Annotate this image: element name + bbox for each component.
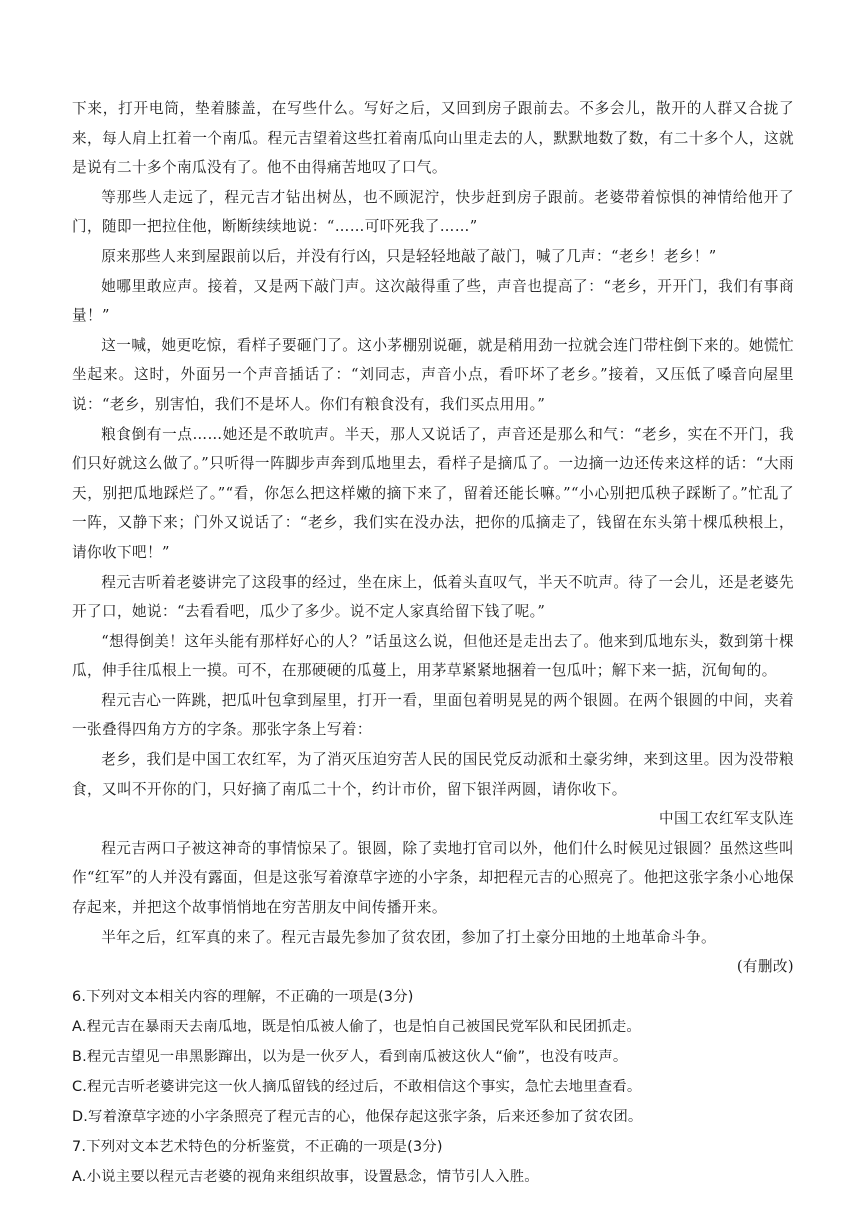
question-7-option-a: A.小说主要以程元吉老婆的视角来组织故事，设置悬念，情节引人入胜。 (72, 1168, 539, 1185)
story-paragraph: 她哪里敢应声。接着，又是两下敲门声。这次敲得重了些，声音也提高了：“老乡，开开门，我们有事商量！” (72, 277, 794, 325)
question-6-stem: 6.下列对文本相关内容的理解，不正确的一项是(3分) (72, 988, 414, 1005)
story-paragraph: 粮食倒有一点……她还是不敢吭声。半天，那人又说话了，声音还是那么和气：“老乡，实在不开门，我们只好就这么做了。”只听得一阵脚步声奔到瓜地里去，看样子是摘瓜了。一边摘一边还传来这样的话：“大雨天，别把瓜地踩烂了。”“看，你怎么把这样嫩的摘下来了，留着还能长嘛。”“小心别把瓜秧子踩断了。”忙乱了一阵，又静下来；门外又说话了：“老乡，我们实在没办法，把你的瓜摘走了，钱留在东头第十棵瓜秧根上，请你收下吧！” (72, 425, 794, 561)
story-paragraph: 等那些人走远了，程元吉才钻出树丛，也不顾泥泞，快步赶到房子跟前。老婆带着惊惧的神情给他开了门，随即一把拉住他，断断续续地说：“……可吓死我了……” (72, 188, 794, 236)
question-7-stem: 7.下列对文本艺术特色的分析鉴赏，不正确的一项是(3分) (72, 1138, 443, 1155)
story-paragraph: 下来，打开电筒，垫着膝盖，在写些什么。写好之后，又回到房子跟前去。不多会儿，散开的人群又合拢了来，每人肩上扛着一个南瓜。程元吉望着这些扛着南瓜向山里走去的人，默默地数了数，有二十多个人，这就是说有二十多个南瓜没有了。他不由得痛苦地叹了口气。 (72, 100, 794, 177)
question-6-option-c: C.程元吉听老婆讲完这一伙人摘瓜留钱的经过后，不敢相信这个事实，急忙去地里查看。 (72, 1078, 642, 1095)
abridged-note: (有删改) (736, 958, 794, 976)
question-6-option-b: B.程元吉望见一串黑影蹿出，以为是一伙歹人，看到南瓜被这伙人“偷”，也没有吱声。 (72, 1048, 628, 1065)
story-paragraph: 半年之后，红军真的来了。程元吉最先参加了贫农团，参加了打土豪分田地的土地革命斗争。 (101, 928, 716, 946)
story-paragraph: 老乡，我们是中国工农红军，为了消灭压迫穷苦人民的国民党反动派和土豪劣绅，来到这里。因为没带粮食，又叫不开你的门，只好摘了南瓜二十个，约计市价，留下银洋两圆，请你收下。 (72, 751, 794, 798)
story-paragraph: 这一喊，她更吃惊，看样子要砸门了。这小茅棚别说砸，就是稍用劲一拉就会连门带柱倒下来的。她慌忙坐起来。这时，外面另一个声音插话了：“刘同志，声音小点，看吓坏了老乡。”接着，又压低了嗓音向屋里说：“老乡，别害怕，我们不是坏人。你们有粮食没有，我们买点用用。” (72, 336, 794, 413)
story-paragraph: “想得倒美！这年头能有那样好心的人？”话虽这么说，但他还是走出去了。他来到瓜地东头，数到第十棵瓜，伸手往瓜根上一摸。可不，在那硬硬的瓜蔓上，用茅草紧紧地捆着一包瓜叶；解下来一掂，沉甸甸的。 (72, 632, 794, 680)
story-paragraph: 程元吉听着老婆讲完了这段事的经过，坐在床上，低着头直叹气，半天不吭声。待了一会儿，还是老婆先开了口，她说：“去看看吧，瓜少了多少。说不定人家真给留下钱了呢。” (72, 573, 794, 621)
question-6-option-a: A.程元吉在暴雨天去南瓜地，既是怕瓜被人偷了，也是怕自己被国民党军队和民团抓走。 (72, 1018, 642, 1035)
letter-signature: 中国工农红军支队连 (659, 810, 794, 828)
story-paragraphs-after (72, 834, 794, 952)
story-text (72, 94, 794, 982)
story-paragraphs (72, 94, 794, 804)
question-6-option-d: D.写着潦草字迹的小字条照亮了程元吉的心，他保存起这张字条，后来还参加了贫农团。 (72, 1108, 643, 1125)
questions-section (72, 982, 794, 1192)
story-paragraph: 原来那些人来到屋跟前以后，并没有行凶，只是轻轻地敲了敲门，喊了几声：“老乡！老乡！” (101, 247, 717, 265)
story-paragraph: 程元吉两口子被这神奇的事情惊呆了。银圆，除了卖地打官司以外，他们什么时候见过银圆？虽然这些叫作“红军”的人并没有露面，但是这张写着潦草字迹的小字条，却把程元吉的心照亮了。他把这张字条小心地保存起来，并把这个故事悄悄地在穷苦朋友中间传播开来。 (72, 839, 794, 917)
question-7-options (72, 1162, 794, 1192)
story-paragraph: 程元吉心一阵跳，把瓜叶包拿到屋里，打开一看，里面包着明晃晃的两个银圆。在两个银圆的中间，夹着一张叠得四角方方的字条。那张字条上写着： (72, 691, 794, 739)
question-6-options (72, 1012, 794, 1132)
